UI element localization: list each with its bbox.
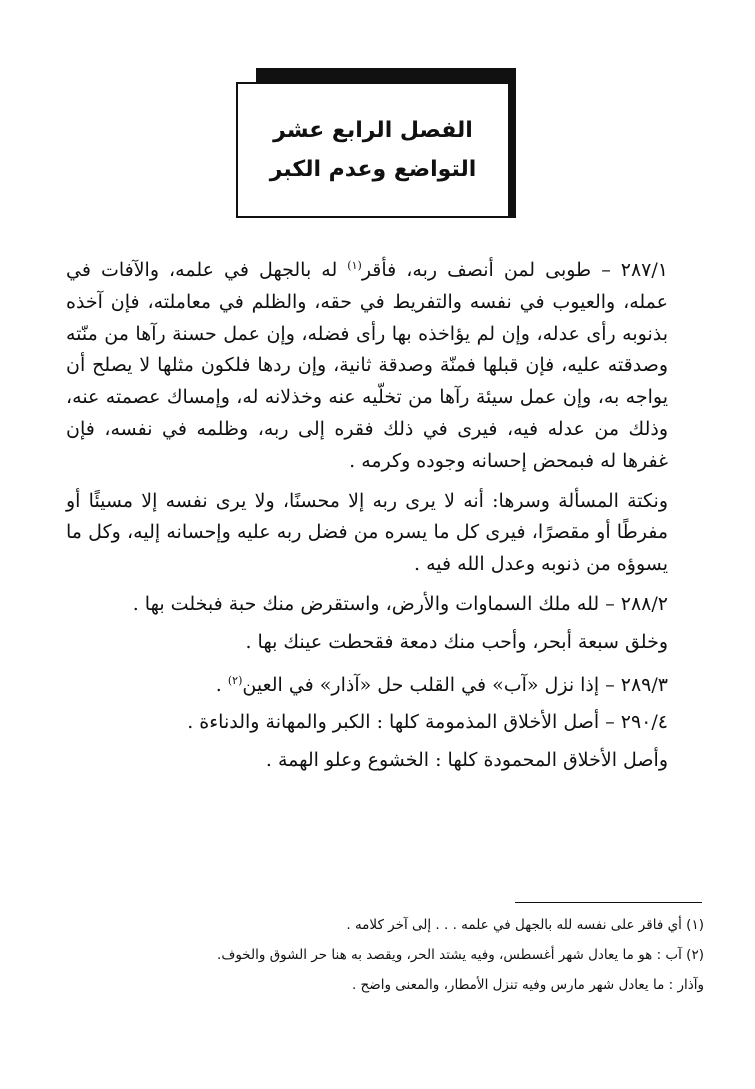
- footnote-1: (١) أي فاقر على نفسه لله بالجهل في علمه . . . إلى آخر كلامه .: [346, 917, 704, 933]
- chapter-subject-title: التواضع وعدم الكبر: [269, 157, 477, 182]
- footnotes: [66, 910, 704, 1000]
- paragraph-290: [66, 707, 704, 739]
- paragraph-288-continuation: وخلق سبعة أبحر، وأحب منك دمعة فقحطت عينك بها .: [245, 630, 668, 653]
- item-text: – لله ملك السماوات والأرض، واستقرض منك حبة فبخلت بها .: [132, 592, 615, 615]
- footnote-separator: [515, 902, 702, 903]
- item-text: – طوبى لمن أنصف ربه، فأقر: [361, 259, 611, 281]
- item-end: .: [215, 673, 222, 696]
- item-text-continued: له بالجهل في علمه، والآفات في عمله، والعيوب في نفسه والتفريط في حقه، والظلم في معاملته، فإن آخذه بذنوبه رأى عدله، وإن لم يؤاخذه بها رأى فضله، وإن عمل حسنة رآها من منّته وصدقته عليه، فإن قبلها فمنّة وصدقة ثانية، وإن ردها فلكون مثلها لا يصلح أن يواجه به، وإن عمل سيئة رآها من تخلّيه عنه وخذلانه له، وإمساك عصمته عنه، وذلك من عدله فيه، فيرى في ذلك فقره إلى ربه، وظلمه في نفسه، فإن غفرها له فبمحض إحسانه وجوده وكرمه .: [66, 259, 669, 472]
- chapter-number-title: الفصل الرابع عشر: [273, 118, 473, 143]
- chapter-heading-frame: [236, 68, 516, 222]
- paragraph-288: [66, 589, 704, 621]
- footnote-ref-2[interactable]: (٢): [227, 673, 243, 687]
- item-number: ٢٨٨/٢: [620, 592, 668, 615]
- paragraph-290-continuation: وأصل الأخلاق المحمودة كلها : الخشوع وعلو الهمة .: [265, 749, 668, 772]
- chapter-heading-box: [236, 82, 510, 218]
- item-number: ٢٩٠/٤: [620, 711, 668, 734]
- footnote-2: (٢) آب : هو ما يعادل شهر أغسطس، وفيه يشتد الحر، ويقصد به هنا حر الشوق والخوف.: [217, 947, 704, 963]
- main-text: [66, 250, 704, 783]
- item-text: – إذا نزل «آب» في القلب حل «آذار» في العين: [242, 673, 615, 696]
- paragraph-287: [66, 250, 704, 478]
- paragraph-289: [66, 665, 704, 702]
- item-number: ٢٨٧/١: [620, 259, 668, 281]
- paragraph-nukta: ونكتة المسألة وسرها: أنه لا يرى ربه إلا محسنًا، ولا يرى نفسه إلا مسيئًا أو مفرطًا أو مقصرًا، فيرى كل ما يسره من فضل ربه عليه وإحسانه إليه، وكل ما يسوؤه من ذنوبه وعدل الله فيه .: [66, 489, 668, 576]
- item-number: ٢٨٩/٣: [620, 673, 668, 696]
- footnote-ref-1[interactable]: (١): [347, 259, 362, 272]
- item-text: – أصل الأخلاق المذمومة كلها : الكبر والمهانة والدناءة .: [187, 711, 615, 734]
- footnote-2-continuation: وآذار : ما يعادل شهر مارس وفيه تنزل الأمطار، والمعنى واضح .: [351, 977, 704, 993]
